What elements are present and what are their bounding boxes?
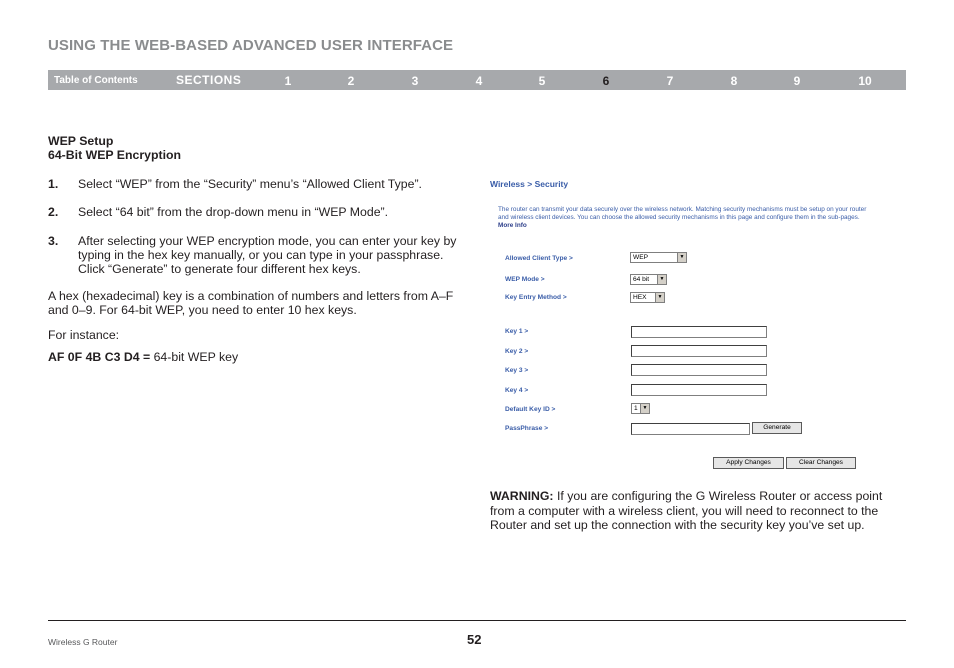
step-text: After selecting your WEP encryption mode, you can enter your key by typing in the hex key manually, or you can type in your passphrase. Click “Generate” to generate four different hex keys. <box>78 233 457 277</box>
section-link-8[interactable]: 8 <box>730 74 738 88</box>
warning-paragraph <box>490 489 908 533</box>
step-text: Select “64 bit” from the drop-down menu in “WEP Mode”. <box>78 205 389 220</box>
key-4-label: Key 4 > <box>505 387 529 394</box>
step-number: 1. <box>48 176 59 191</box>
page-title: USING THE WEB-BASED ADVANCED USER INTERFACE <box>48 37 454 54</box>
default-key-id-value: 1 <box>634 405 638 412</box>
section-link-1[interactable]: 1 <box>284 74 292 88</box>
step-3 <box>48 234 458 277</box>
page-number: 52 <box>467 632 482 647</box>
step-2 <box>48 205 458 219</box>
passphrase-label: PassPhrase > <box>505 425 549 432</box>
section-nav-bar <box>48 70 906 90</box>
section-link-10[interactable]: 10 <box>858 74 872 88</box>
instructions-column <box>48 134 458 364</box>
key-2-label: Key 2 > <box>505 348 529 355</box>
default-key-id-select[interactable] <box>631 403 650 414</box>
sections-label: SECTIONS <box>176 73 242 87</box>
wep-mode-select[interactable] <box>630 274 667 285</box>
router-breadcrumb: Wireless > Security <box>490 179 569 189</box>
wep-mode-value: 64 bit <box>633 276 650 283</box>
step-number: 2. <box>48 205 59 220</box>
footer-divider <box>48 620 906 621</box>
key-4-input[interactable] <box>631 384 767 396</box>
warning-text: If you are configuring the G Wireless Router or access point from a computer with a wireless client, you will need to reconnect to the Router and set up the connection with the security key you’ve set up. <box>490 489 883 532</box>
apply-changes-button[interactable]: Apply Changes <box>713 457 784 469</box>
allowed-client-type-value: WEP <box>633 254 649 261</box>
step-number: 3. <box>48 233 59 248</box>
table-of-contents-link[interactable]: Table of Contents <box>54 75 138 86</box>
key-entry-method-select[interactable] <box>630 292 665 303</box>
clear-changes-button[interactable]: Clear Changes <box>786 457 856 469</box>
section-link-7[interactable]: 7 <box>666 74 674 88</box>
generate-button[interactable]: Generate <box>752 422 802 434</box>
section-link-9[interactable]: 9 <box>793 74 801 88</box>
hex-explanation: A hex (hexadecimal) key is a combination of numbers and letters from A–F and 0–9. For 64-bit WEP, you need to enter 10 hex keys. <box>48 288 454 318</box>
example-line <box>48 350 458 364</box>
step-1 <box>48 177 458 191</box>
more-info-link[interactable]: More Info <box>498 222 527 229</box>
footer-product-name: Wireless G Router <box>48 637 118 647</box>
key-1-label: Key 1 > <box>505 328 529 335</box>
step-text: Select “WEP” from the “Security” menu’s “Allowed Client Type”. <box>78 176 422 191</box>
subsection-heading: 64-Bit WEP Encryption <box>48 148 182 163</box>
warning-label: WARNING: <box>490 489 554 503</box>
chevron-down-icon: ▼ <box>657 275 666 284</box>
chevron-down-icon: ▼ <box>640 404 649 413</box>
allowed-client-type-label: Allowed Client Type > <box>505 255 573 262</box>
section-link-4[interactable]: 4 <box>475 74 483 88</box>
router-intro-body: The router can transmit your data securely over the wireless network. Matching security mechanisms must be setup on your router and wireless client devices. You can choose the allowed security mechanisms in this page and configure them in the sub-pages. <box>498 206 867 221</box>
example-key: AF 0F 4B C3 D4 = <box>48 350 151 365</box>
default-key-id-label: Default Key ID > <box>505 406 556 413</box>
passphrase-input[interactable] <box>631 423 750 435</box>
key-entry-method-label: Key Entry Method > <box>505 294 567 301</box>
allowed-client-type-select[interactable] <box>630 252 687 263</box>
chevron-down-icon: ▼ <box>655 293 664 302</box>
router-security-screenshot <box>490 170 870 472</box>
wep-mode-label: WEP Mode > <box>505 276 545 283</box>
chevron-down-icon: ▼ <box>677 253 686 262</box>
for-instance-text: For instance: <box>48 327 120 342</box>
key-1-input[interactable] <box>631 326 767 338</box>
section-link-6[interactable]: 6 <box>602 74 610 88</box>
section-link-5[interactable]: 5 <box>538 74 546 88</box>
section-link-2[interactable]: 2 <box>347 74 355 88</box>
key-entry-method-value: HEX <box>633 294 647 301</box>
section-heading: WEP Setup <box>48 134 114 148</box>
router-intro-text <box>498 206 868 230</box>
key-3-label: Key 3 > <box>505 367 529 374</box>
example-description: 64-bit WEP key <box>150 350 239 365</box>
key-2-input[interactable] <box>631 345 767 357</box>
key-3-input[interactable] <box>631 364 767 376</box>
section-link-3[interactable]: 3 <box>411 74 419 88</box>
